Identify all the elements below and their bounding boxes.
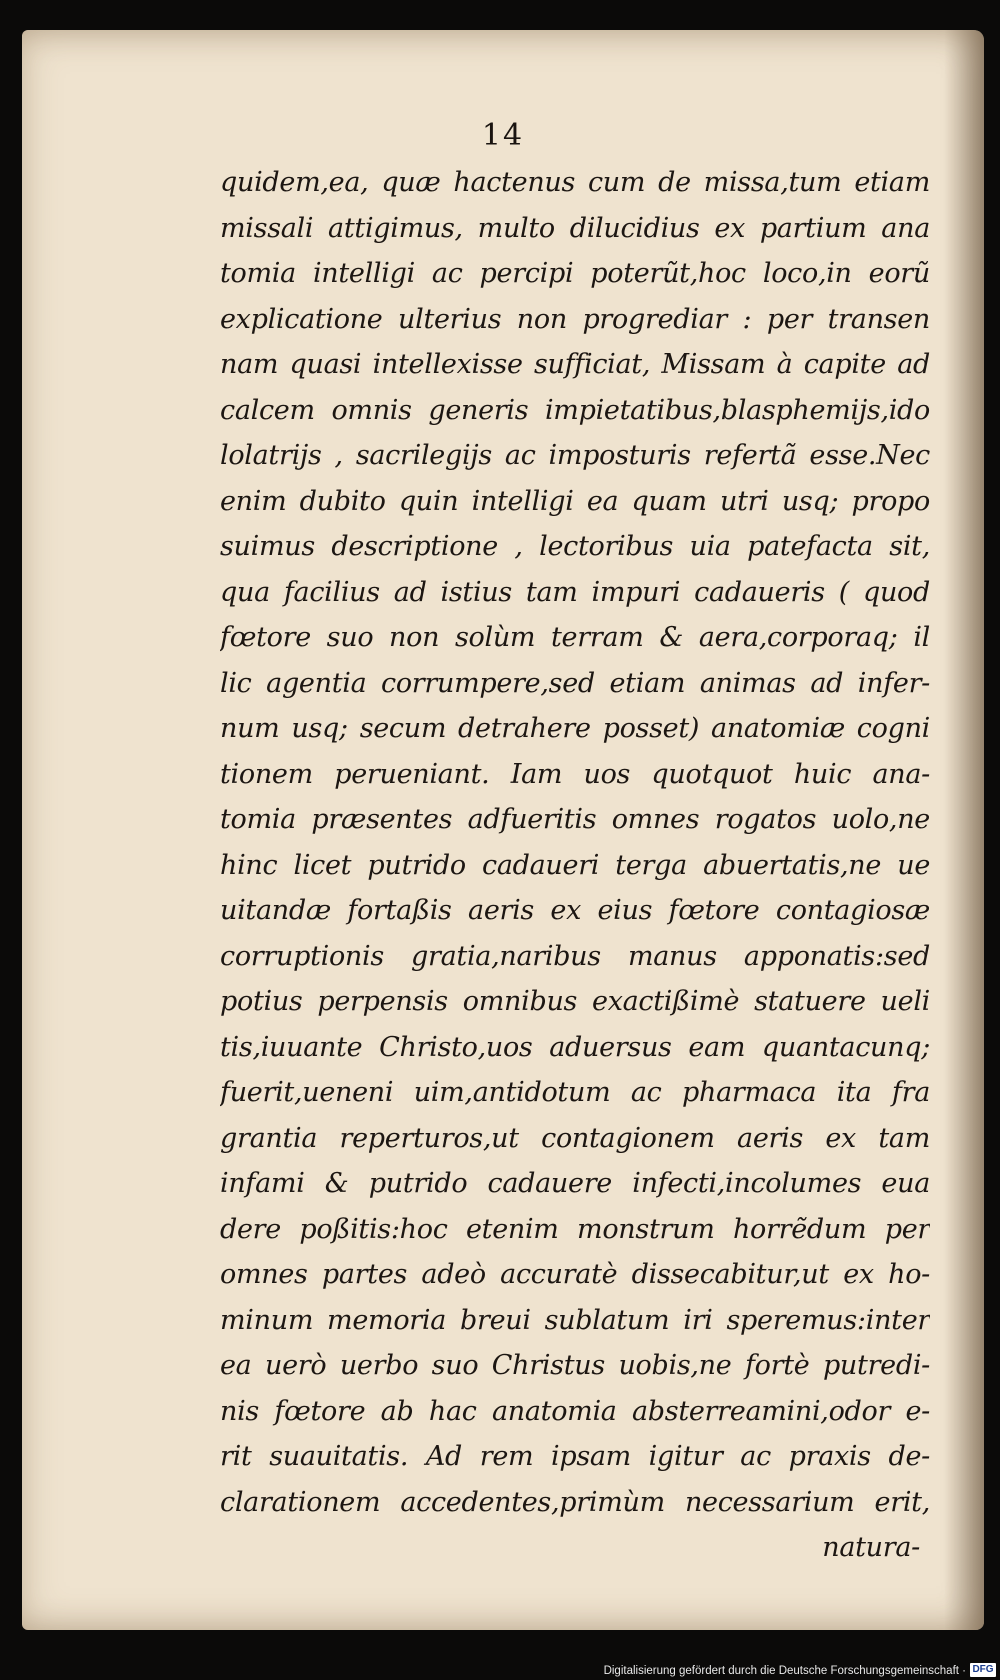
text-line: qua facilius ad istius tam impuri cadaueris ( quod <box>220 576 930 608</box>
text-line: hinc licet putrido cadaueri terga abuertatis,ne ue <box>220 849 930 881</box>
text-line: omnes partes adeò accuratè dissecabitur,ut ex ho- <box>220 1259 930 1290</box>
footer-credit: Digitalisierung gefördert durch die Deutsche Forschungsgemeinschaft · <box>603 1665 966 1677</box>
text-line: nis fœtore ab hac anatomia absterreamini,odor e- <box>220 1395 930 1427</box>
text-line: clarationem accedentes,primùm necessarium erit, <box>220 1486 930 1518</box>
text-line: ea uerò uerbo suo Christus uobis,ne fortè putredi- <box>220 1350 930 1381</box>
page-gutter-shadow <box>944 30 984 1630</box>
text-block <box>220 160 930 1571</box>
text-line: infami & putrido cadauere infecti,incolumes eua <box>220 1168 930 1199</box>
text-line: lolatrijs , sacrilegijs ac imposturis refertã esse.Nec <box>220 440 930 471</box>
text-line: minum memoria breui sublatum iri speremus:inter <box>220 1304 930 1336</box>
text-line: calcem omnis generis impietatibus,blasphemijs,ido <box>220 394 930 426</box>
text-line: dere poßitis:hoc etenim monstrum horrẽdum per <box>220 1213 930 1245</box>
text-line: fuerit,ueneni uim,antidotum ac pharmaca ita fra <box>220 1077 930 1108</box>
footer-bar <box>0 1658 1000 1680</box>
text-line: uitandæ fortaßis aeris ex eius fœtore contagiosæ <box>220 895 930 926</box>
text-line: enim dubito quin intelligi ea quam utri usq; propo <box>220 485 930 517</box>
text-line: explicatione ulterius non progrediar : per transen <box>220 303 930 335</box>
dfg-logo-icon: DFG <box>970 1663 996 1677</box>
text-line: lic agentia corrumpere,sed etiam animas ad infer- <box>220 667 930 699</box>
text-line: corruptionis gratia,naribus manus apponatis:sed <box>220 940 930 972</box>
text-line: tis,iuuante Christo,uos aduersus eam quantacunq; <box>220 1031 930 1063</box>
text-line: tionem perueniant. Iam uos quotquot huic ana- <box>220 758 930 790</box>
text-line: tomia præsentes adfueritis omnes rogatos uolo,ne <box>220 804 930 835</box>
page-number: 14 <box>481 118 525 153</box>
text-line: tomia intelligi ac percipi poterũt,hoc loco,in eorũ <box>220 258 930 289</box>
text-line: nam quasi intellexisse sufficiat, Missam à capite ad <box>220 349 930 380</box>
text-line: quidem,ea, quæ hactenus cum de missa,tum etiam <box>220 167 930 198</box>
text-line: potius perpensis omnibus exactißimè statuere ueli <box>220 986 930 1017</box>
text-line: num usq; secum detrahere posset) anatomiæ cogni <box>220 713 930 744</box>
book-page <box>22 30 984 1630</box>
text-line: fœtore suo non solùm terram & aera,corporaq; il <box>220 622 930 653</box>
text-line: suimus descriptione , lectoribus uia patefacta sit, <box>220 531 930 562</box>
text-line: missali attigimus, multo dilucidius ex partium ana <box>220 212 930 244</box>
catchword: natura- <box>822 1532 920 1563</box>
text-line: grantia reperturos,ut contagionem aeris ex tam <box>220 1122 930 1154</box>
text-line: rit suauitatis. Ad rem ipsam igitur ac praxis de- <box>220 1441 930 1472</box>
